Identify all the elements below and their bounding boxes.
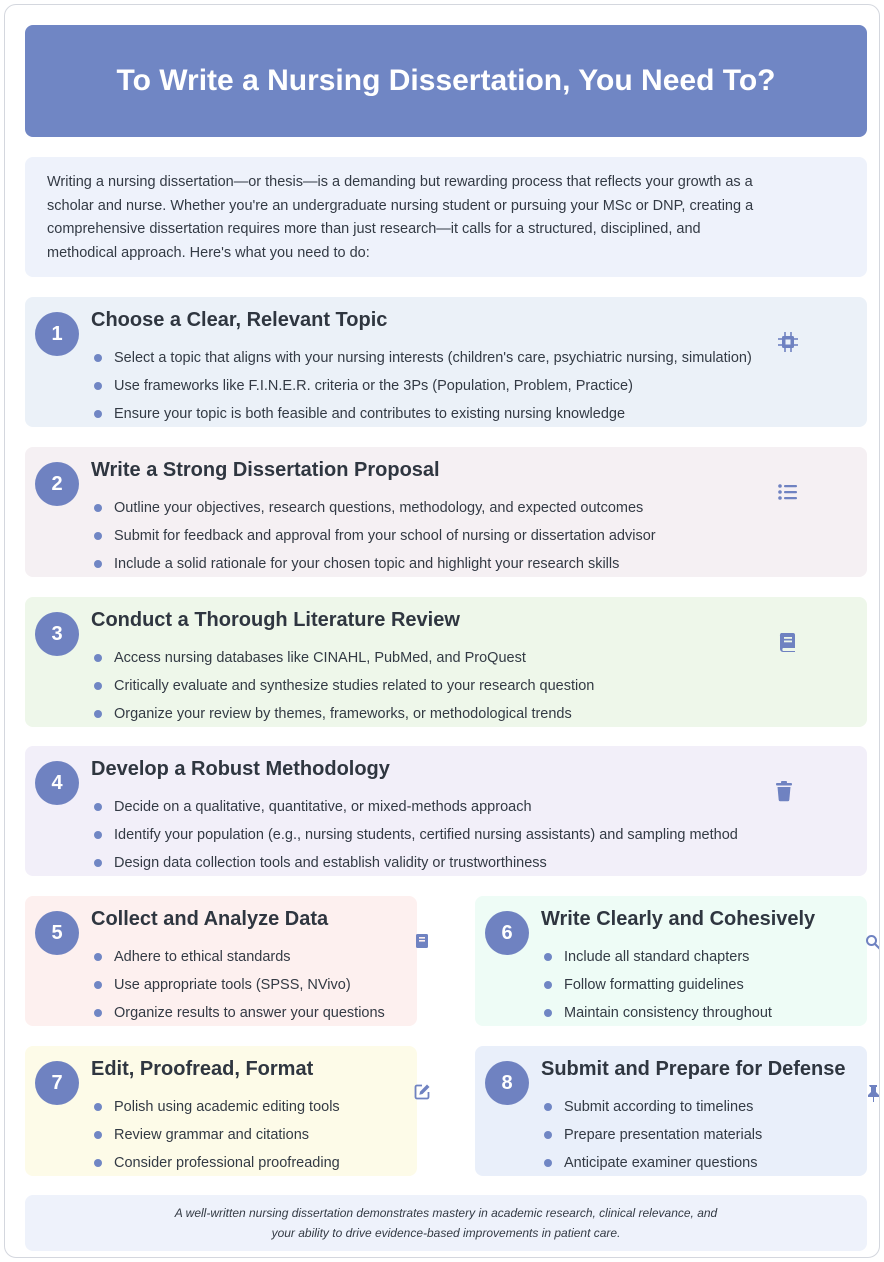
bullet-dot (94, 953, 102, 961)
list-item (91, 1097, 340, 1125)
list-item (91, 704, 594, 732)
list-item-text: Include a solid rationale for your chosen topic and highlight your research skills (114, 556, 620, 572)
list-item (91, 554, 656, 582)
bullet-dot (94, 981, 102, 989)
footer-note (25, 1195, 867, 1251)
list-item-text: Prepare presentation materials (564, 1127, 763, 1143)
footer-text: A well-written nursing dissertation demonstrates mastery in academic research, clinical relevance, and your ability to drive evidence-based improvements in patient care. (174, 1206, 718, 1240)
list-item-text: Follow formatting guidelines (564, 977, 744, 993)
notebook-icon (413, 932, 431, 950)
list-item-text: Submit for feedback and approval from your school of nursing or dissertation advisor (114, 528, 656, 544)
bullet-dot (544, 1009, 552, 1017)
bullet-dot (544, 1103, 552, 1111)
book-icon (777, 631, 799, 653)
step-number-8: 8 (485, 1061, 529, 1105)
trash-icon (773, 780, 795, 802)
list-item-text: Submit according to timelines (564, 1099, 754, 1115)
bullet-dot (94, 682, 102, 690)
bullet-dot (94, 710, 102, 718)
list-item-text: Select a topic that aligns with your nursing interests (children's care, psychiatric nursing, simulation) (114, 350, 752, 366)
list-item (541, 975, 772, 1003)
step-title-6: Write Clearly and Cohesively (541, 908, 816, 930)
step-title-3: Conduct a Thorough Literature Review (91, 609, 460, 631)
step-list-7 (91, 1097, 340, 1181)
step-card-8 (475, 1046, 867, 1176)
step-number-6: 6 (485, 911, 529, 955)
bullet-dot (94, 532, 102, 540)
list-item-text: Decide on a qualitative, quantitative, or mixed-methods approach (114, 799, 532, 815)
list-item-text: Maintain consistency throughout (564, 1005, 772, 1021)
list-item (91, 1125, 340, 1153)
list-item (541, 1003, 772, 1031)
step-number-5: 5 (35, 911, 79, 955)
list-item (91, 975, 385, 1003)
list-item (91, 853, 738, 881)
bullet-dot (94, 1159, 102, 1167)
step-number-4: 4 (35, 761, 79, 805)
header-banner (25, 25, 867, 137)
bullet-dot (94, 1103, 102, 1111)
list-item-text: Design data collection tools and establish validity or trustworthiness (114, 855, 547, 871)
list-item (541, 1097, 762, 1125)
list-item (91, 648, 594, 676)
list-item-text: Identify your population (e.g., nursing students, certified nursing assistants) and sampling method (114, 827, 738, 843)
step-title-8: Submit and Prepare for Defense (541, 1058, 846, 1080)
intro-box (25, 157, 867, 277)
step-number-1: 1 (35, 312, 79, 356)
step-card-2 (25, 447, 867, 577)
list-item-text: Organize results to answer your questions (114, 1005, 385, 1021)
list-item-text: Organize your review by themes, frameworks, or methodological trends (114, 706, 572, 722)
list-item-text: Ensure your topic is both feasible and contributes to existing nursing knowledge (114, 406, 626, 422)
step-list-3 (91, 648, 594, 732)
list-item (91, 797, 738, 825)
list-item-text: Review grammar and citations (114, 1127, 310, 1143)
bullet-dot (94, 831, 102, 839)
bullet-dot (94, 410, 102, 418)
list-item (541, 1125, 762, 1153)
bullet-dot (94, 354, 102, 362)
bullet-dot (544, 1159, 552, 1167)
list-item-text: Anticipate examiner questions (564, 1155, 758, 1171)
step-card-7 (25, 1046, 417, 1176)
list-item-text: Critically evaluate and synthesize studies related to your research question (114, 678, 595, 694)
list-item-text: Consider professional proofreading (114, 1155, 340, 1171)
step-title-7: Edit, Proofread, Format (91, 1058, 314, 1080)
list-item-text: Include all standard chapters (564, 949, 750, 965)
step-card-3 (25, 597, 867, 727)
step-card-5 (25, 896, 417, 1026)
list-item (91, 498, 656, 526)
list-item-text: Polish using academic editing tools (114, 1099, 340, 1115)
list-item (91, 825, 738, 853)
step-title-2: Write a Strong Dissertation Proposal (91, 459, 440, 481)
edit-icon (413, 1082, 431, 1100)
list-item-text: Access nursing databases like CINAHL, PubMed, and ProQuest (114, 650, 526, 666)
chip-icon (777, 331, 799, 353)
list-item-text: Adhere to ethical standards (114, 949, 291, 965)
list-item (91, 404, 752, 432)
list-item (91, 376, 752, 404)
bullet-dot (94, 382, 102, 390)
bullet-dot (94, 654, 102, 662)
list-item-text: Use frameworks like F.I.N.E.R. criteria or the 3Ps (Population, Problem, Practice) (114, 378, 633, 394)
list-item (91, 348, 752, 376)
step-title-1: Choose a Clear, Relevant Topic (91, 309, 388, 331)
step-card-6 (475, 896, 867, 1026)
intro-text: Writing a nursing dissertation—or thesis—is a demanding but rewarding process that reflects your growth as a scholar and nurse. Whether you're an undergraduate nursing student or pursuing your MSc or DNP, creating a comprehensive dissertation requires more than just research—it calls for a structured, disciplined, and methodical approach. Here's what you need to do: (47, 174, 754, 261)
step-list-8 (541, 1097, 762, 1181)
bullet-dot (94, 803, 102, 811)
step-number-7: 7 (35, 1061, 79, 1105)
list-item (541, 1153, 762, 1181)
list-icon (777, 481, 799, 503)
step-number-2: 2 (35, 462, 79, 506)
list-item-text: Outline your objectives, research questions, methodology, and expected outcomes (114, 500, 644, 516)
search-icon (865, 933, 880, 951)
step-list-5 (91, 947, 385, 1031)
bullet-dot (544, 1131, 552, 1139)
step-list-2 (91, 498, 656, 582)
list-item (91, 1003, 385, 1031)
list-item (91, 676, 594, 704)
list-item-text: Use appropriate tools (SPSS, NVivo) (114, 977, 351, 993)
list-item (91, 526, 656, 554)
step-list-6 (541, 947, 772, 1031)
page-title: To Write a Nursing Dissertation, You Need To? (116, 64, 776, 97)
list-item (541, 947, 772, 975)
step-title-5: Collect and Analyze Data (91, 908, 329, 930)
bullet-dot (94, 1131, 102, 1139)
step-card-1 (25, 297, 867, 427)
step-list-1 (91, 348, 752, 432)
step-list-4 (91, 797, 738, 881)
step-title-4: Develop a Robust Methodology (91, 758, 390, 780)
infographic-page (4, 4, 880, 1258)
step-card-4 (25, 746, 867, 876)
bullet-dot (544, 953, 552, 961)
list-item (91, 947, 385, 975)
list-item (91, 1153, 340, 1181)
step-number-3: 3 (35, 612, 79, 656)
bullet-dot (544, 981, 552, 989)
bullet-dot (94, 859, 102, 867)
bullet-dot (94, 1009, 102, 1017)
bullet-dot (94, 504, 102, 512)
bullet-dot (94, 560, 102, 568)
pin-icon (865, 1084, 880, 1102)
